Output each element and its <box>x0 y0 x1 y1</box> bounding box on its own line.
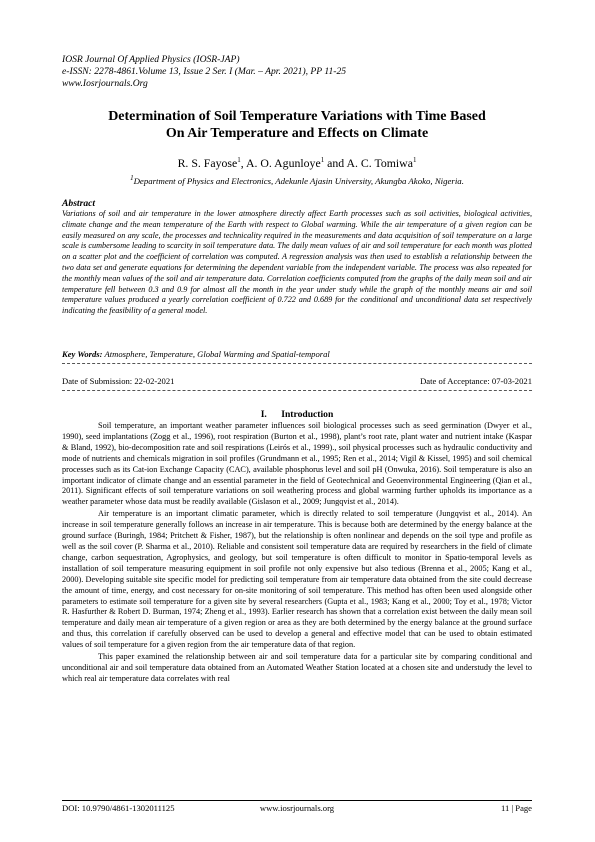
divider <box>62 390 532 391</box>
author-separator: and <box>324 155 347 170</box>
paragraph: This paper examined the relationship between air and soil temperature data for a particular site by comparing conditional and unconditional air and soil temperature data obtained from an Automated Weather Station located at a chosen site and understudy the level to which real air temperature data correlates with real <box>62 652 532 683</box>
journal-website[interactable]: www.Iosrjournals.Org <box>62 78 148 89</box>
paper-title <box>62 109 532 142</box>
paragraph: Soil temperature, an important weather parameter influences soil biological processes such as seed germination (Dwyer et al., 1990), seed implantations (Zogg et al., 1996), root respiration (Burton et al., 1998), plant’s root rate, plant water and nutrient intake (Kaspar & Bland, 1992), bio-decomposition rate and soil respirations (Leirós et al., 1999)., soil physical processes such as hydraulic conductivity and mode of nutrients and chemicals migration in soil profiles (Grundmann et al., 1995; Ren et al., 2014; Vigil & Kissel, 1995) and soil chemical processes such as its Cat-ion Exchange Capacity (CAC), available phosphorus level and soil pH (Onwuka, 2016). Soil temperature is also an important indicator of climate change and an essential parameter in the field of Geotechnical and Geoenvironmental Engineering (Qian et al., 2011). Significant effects of soil temperature variations on soil weathering process and global warming further upholds its importance as a weather parameter whose data must be readily available (Gislason et al., 2009; Jungqvist et al., 2014). <box>62 421 532 507</box>
footer-divider <box>62 800 532 801</box>
footer-website[interactable]: www.iosrjournals.org <box>259 803 335 813</box>
author-2-affil-mark: 1 <box>320 156 325 164</box>
title-line-2: On Air Temperature and Effects on Climate <box>165 125 429 141</box>
abstract-text: Variations of soil and air temperature in the lower atmosphere directly affect Earth processes such as soil activities, biological activities, climate change and the mean temperature of the Earth with respect to Global warming. While the air temperature of a given region can be easily measured on any scale, the processes and technicality required in the measurements and data acquisition of soil temperature on a large scale is cumbersome leading to scarcity in soil temperature data. The daily mean values of air and soil temperature for each month was plotted on a scatter plot and the coefficient of correlation was computed. A regression analysis was then used to establish a relationship between the two data set and generate equations for determining the dependent variable from the independent variable. The process was also repeated for the monthly mean values of the soil and air temperature data. Correlation coefficients computed from the graphs of the daily mean soil and air temperature fell between 0.3 and 0.9 for almost all the month in the year under study while the graph of the monthly means air and soil temperature values produced a yearly correlation coefficient of 0.722 and 0.689 for the conditional and unconditional data set respectively indicating the feasibility of a general model. <box>62 209 532 316</box>
journal-name: IOSR Journal Of Applied Physics (IOSR-JAP) <box>62 54 240 65</box>
footer-page-number: 11 | Page <box>501 803 532 813</box>
abstract-heading: Abstract <box>62 198 96 209</box>
affiliation-text: Department of Physics and Electronics, Adekunle Ajasin University, Akungba Akoko, Nigeria. <box>133 175 464 186</box>
affiliation-mark: 1 <box>130 174 134 182</box>
keywords-line <box>62 349 532 360</box>
body-text <box>62 421 532 685</box>
issn-line: e-ISSN: 2278-4861.Volume 13, Issue 2 Ser. I (Mar. – Apr. 2021), PP 11-25 <box>62 66 347 77</box>
journal-header <box>62 54 532 90</box>
submission-date: Date of Submission: 22-02-2021 <box>62 376 175 386</box>
author-separator: , <box>240 155 246 170</box>
keywords-label: Key Words: <box>62 349 103 359</box>
author-1: R. S. Fayose <box>177 155 238 170</box>
section-heading: I. Introduction <box>260 409 334 420</box>
author-3: A. C. Tomiwa <box>346 155 413 170</box>
title-line-1: Determination of Soil Temperature Variations with Time Based <box>108 109 486 124</box>
author-1-affil-mark: 1 <box>237 156 241 164</box>
acceptance-date: Date of Acceptance: 07-03-2021 <box>420 376 532 386</box>
footer-doi: DOI: 10.9790/4861-1302011125 <box>62 803 175 813</box>
divider <box>62 363 532 364</box>
author-3-affil-mark: 1 <box>412 156 417 164</box>
paragraph: Air temperature is an important climatic parameter, which is directly related to soil temperature (Jungqvist et al., 2014). An increase in soil temperature generally follows an increase in air temperature. This is because both are determined by the energy balance at the ground surface (Buringh, 1984; Pritchett & Fisher, 1987), but the relationship is often nonlinear and depends on the soil type and profile as well as the soil cover (P. Sharma et al., 2010). Reliable and consistent soil temperature data are required by researchers in the field of climate change, carbon sequestration, Agrophysics, and geology, but soil temperature is often difficult to monitor in Spatio-temporal levels as installation of soil temperature measuring equipment in soil profile not only expensive but also tedious (Brenna et al., 2005; Kang et al., 2000). Developing suitable site specific model for predicting soil temperature from air temperature data obtained from the site could decrease the amount of time, energy, and cost necessary for on-site monitoring of soil temperature. This method has often been used alongside other parameters to estimate soil temperature for a given site by several researchers (Gupta et al., 1983; Kang et al., 2000; Toy et al., 1978; Victor R. Hasfurther & Robert D. Burman, 1974; Zheng et al., 1993). Earlier research has shown that a correlation exist between the daily mean soil temperature and daily mean air temperature of a given region or area as they are both determined by the energy balance at the ground surface and thus, this correlation if carefully observed can be used to develop a general and effective model that can be used to obtain estimated values of soil temperature for a given region from the air temperature data of that region. <box>62 509 532 650</box>
keywords-text: Atmosphere, Temperature, Global Warming and Spatial-temporal <box>102 349 330 359</box>
author-list <box>62 153 532 170</box>
affiliation <box>62 173 532 187</box>
author-2: A. O. Agunloye <box>245 155 321 170</box>
